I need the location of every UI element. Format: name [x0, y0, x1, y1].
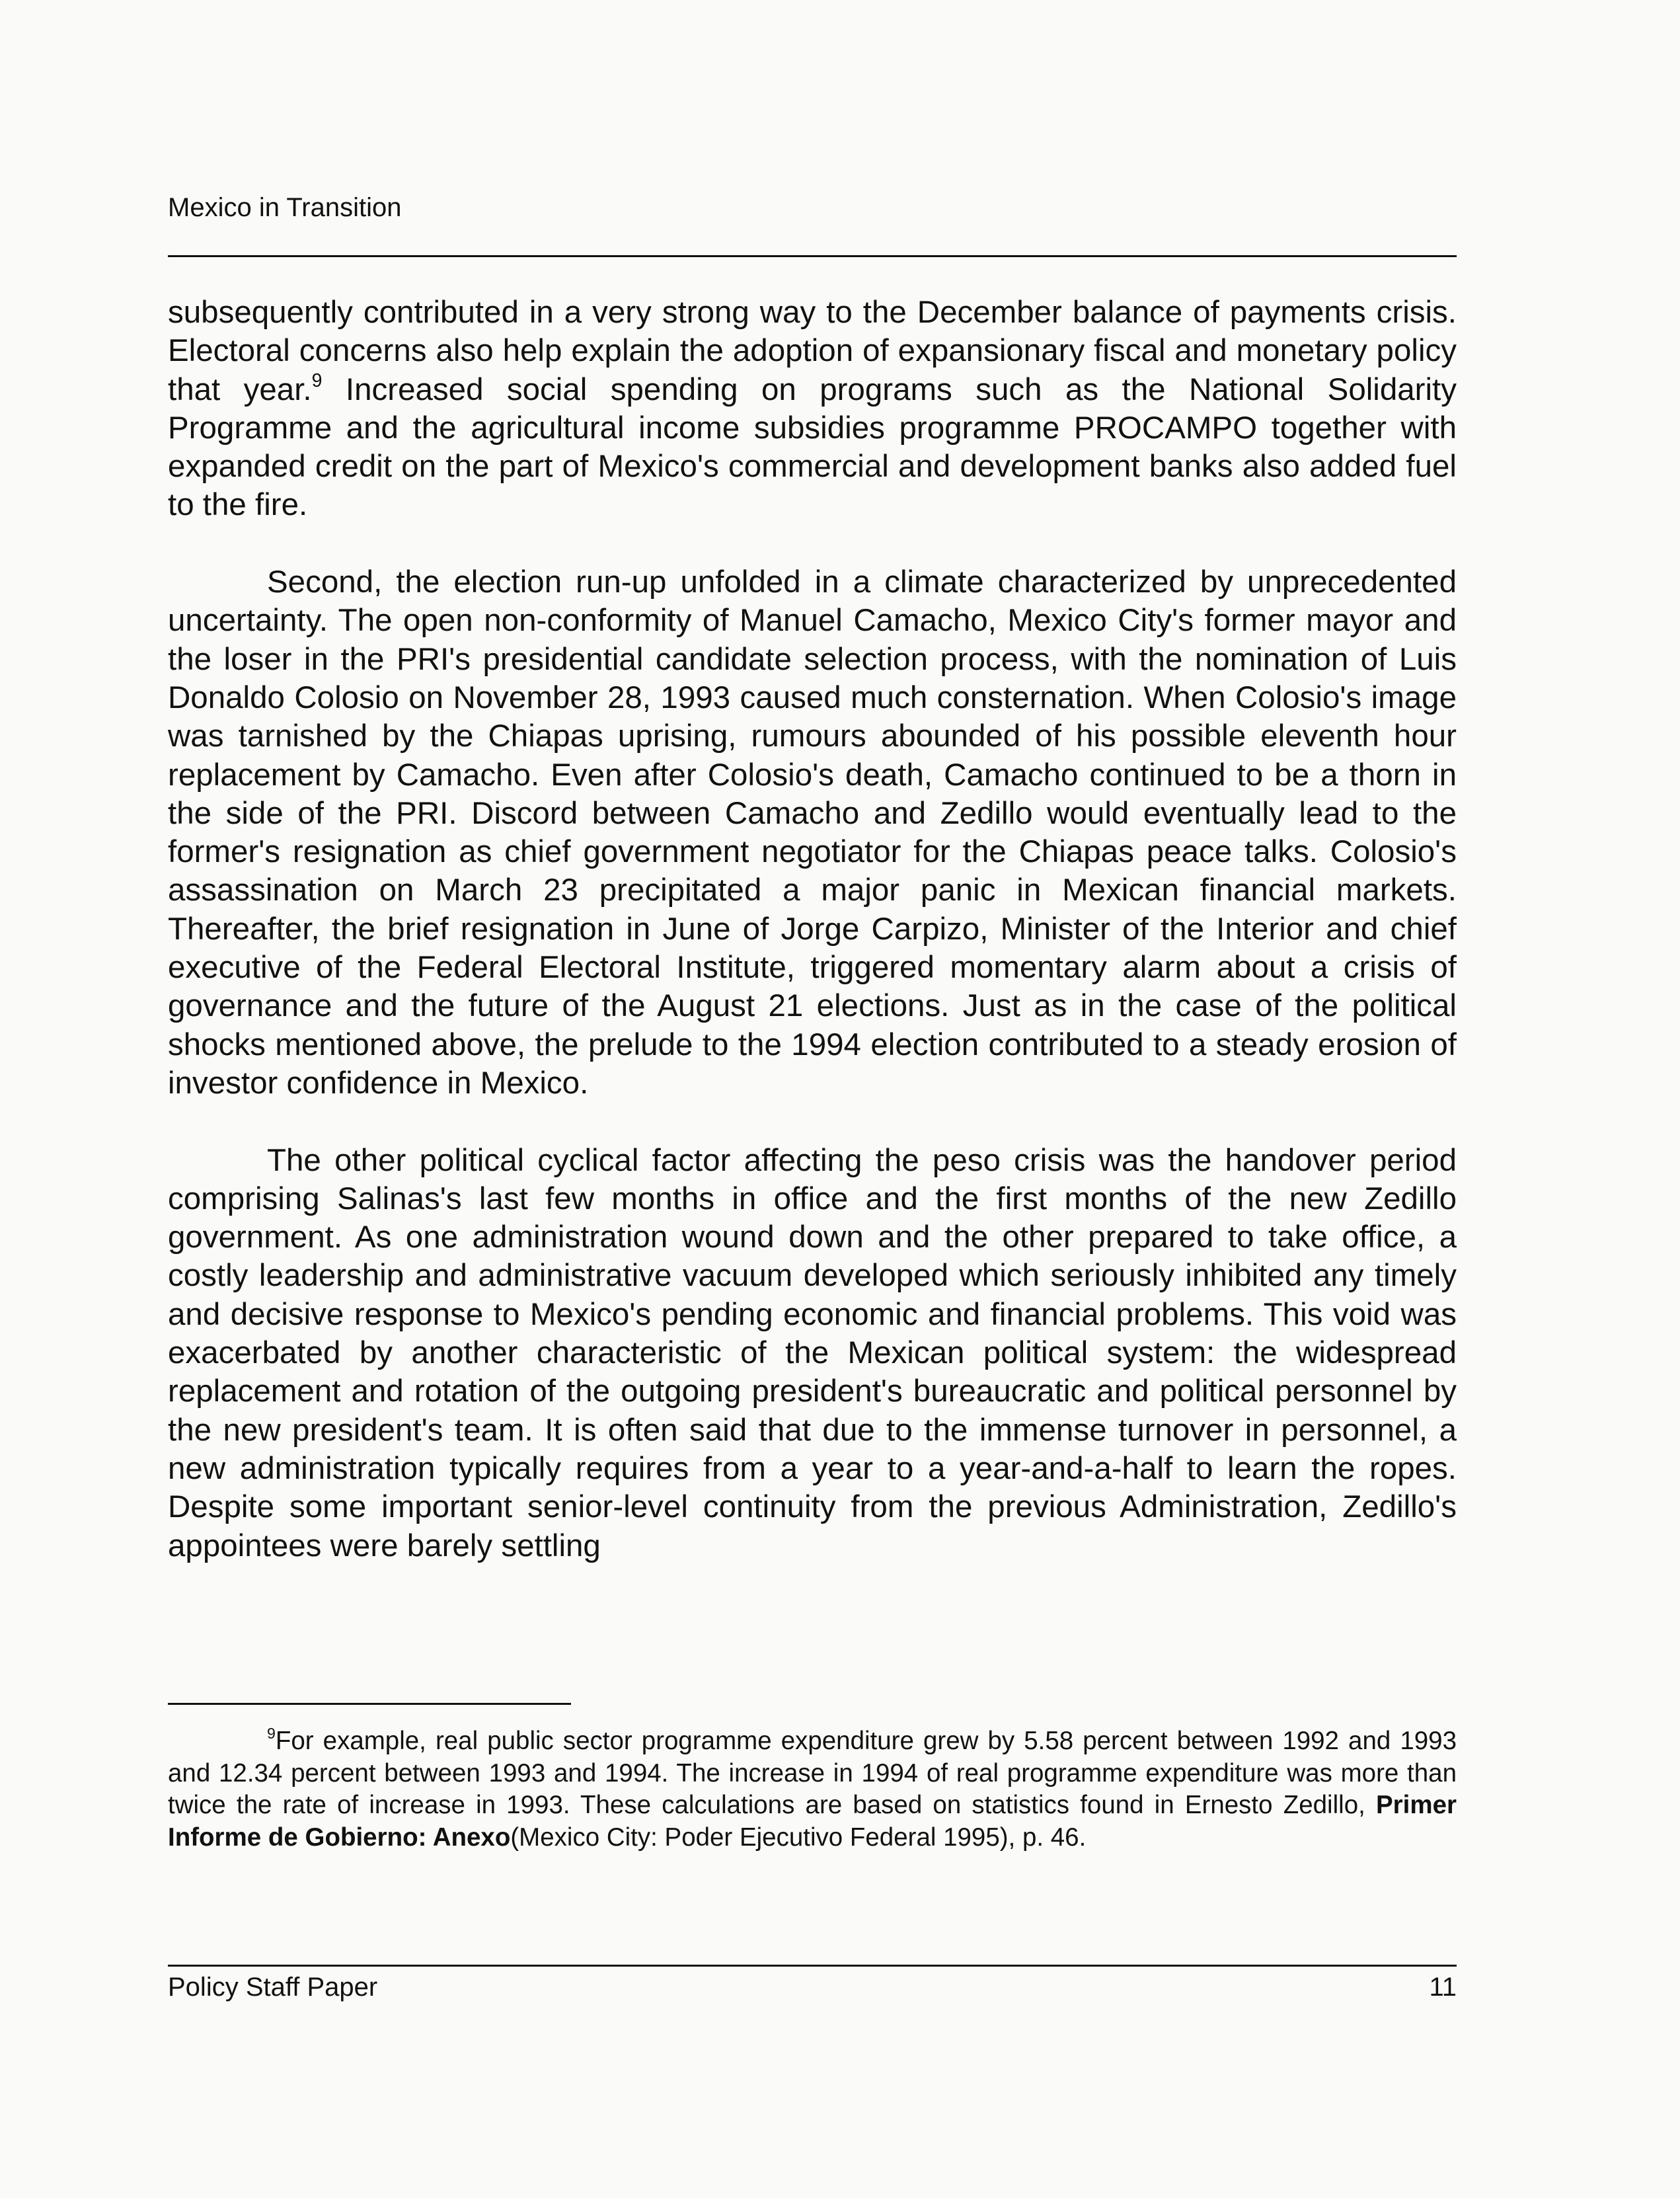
paragraph-3: The other political cyclical factor affecting the peso crisis was the handover period comprising Salinas's last few months in office and the first months of the new Zedillo government. As one administration wound down and the other prepared to take office, a costly leadership and administrative vacuum developed which seriously inhibited any timely and decisive response to Mexico's pending economic and financial problems. This void was exacerbated by another characteristic of the Mexican political system: the widespread replacement and rotation of the outgoing president's bureaucratic and political personnel by the new president's team. It is often said that due to the immense turnover in personnel, a new administration typically requires from a year to a year-and-a-half to learn the ropes. Despite some important senior-level continuity from the previous Administration, Zedillo's appointees were barely settling: [168, 1142, 1457, 1563]
body-text: [168, 294, 1457, 1565]
running-header-title: Mexico in Transition: [168, 193, 402, 222]
footer-rule: [168, 1965, 1457, 1967]
paragraph-2: Second, the election run-up unfolded in a climate characterized by unprecedented uncertainty. The open non-conformity of Manuel Camacho, Mexico City's former mayor and the loser in the PRI's presidential candidate selection process, with the nomination of Luis Donaldo Colosio on November 28, 1993 caused much consternation. When Colosio's image was tarnished by the Chiapas uprising, rumours abounded of his possible eleventh hour replacement by Camacho. Even after Colosio's death, Camacho continued to be a thorn in the side of the PRI. Discord between Camacho and Zedillo would eventually lead to the former's resignation as chief government negotiator for the Chiapas peace talks. Colosio's assassination on March 23 precipitated a major panic in Mexican financial markets. Thereafter, the brief resignation in June of Jorge Carpizo, Minister of the Interior and chief executive of the Federal Electoral Institute, triggered momentary alarm about a crisis of governance and the future of the August 21 elections. Just as in the case of the political shocks mentioned above, the prelude to the 1994 election contributed to a steady erosion of investor confidence in Mexico.: [168, 565, 1457, 1101]
paragraph-1: [168, 294, 1457, 525]
footnote-reference: 9: [311, 370, 323, 391]
footnote-rule: [168, 1703, 571, 1705]
paragraph-1-text-after: Increased social spending on programs such as the National Solidarity Programme and the agricultural income subsidies programme PROCAMPO together with expanded credit on the part of Mexico's commercial and development banks also added fuel to the fire.: [168, 372, 1457, 523]
running-footer-title: Policy Staff Paper: [168, 1973, 378, 2002]
footnote-text-before: For example, real public sector programme expenditure grew by 5.58 percent between 1992 and 1993 and 12.34 percent between 1993 and 1994. The increase in 1994 of real programme expenditure was more than twice the rate of increase in 1993. These calculations are based on statistics found in Ernesto Zedillo,: [168, 1727, 1457, 1819]
paragraph-1-text-before: subsequently contributed in a very strong way to the December balance of payments crisis. Electoral concerns also help explain the adoption of expansionary fiscal and monetary policy that year.: [168, 295, 1457, 407]
footnote-marker: 9: [267, 1724, 276, 1742]
header-rule: [168, 255, 1457, 257]
footnote-text-after: (Mexico City: Poder Ejecutivo Federal 1995), p. 46.: [510, 1823, 1087, 1852]
footnote-cited-title: Primer Informe de Gobierno: Anexo: [168, 1791, 1457, 1852]
page-number: 11: [1429, 1973, 1457, 2002]
footnote: [168, 1725, 1457, 1854]
